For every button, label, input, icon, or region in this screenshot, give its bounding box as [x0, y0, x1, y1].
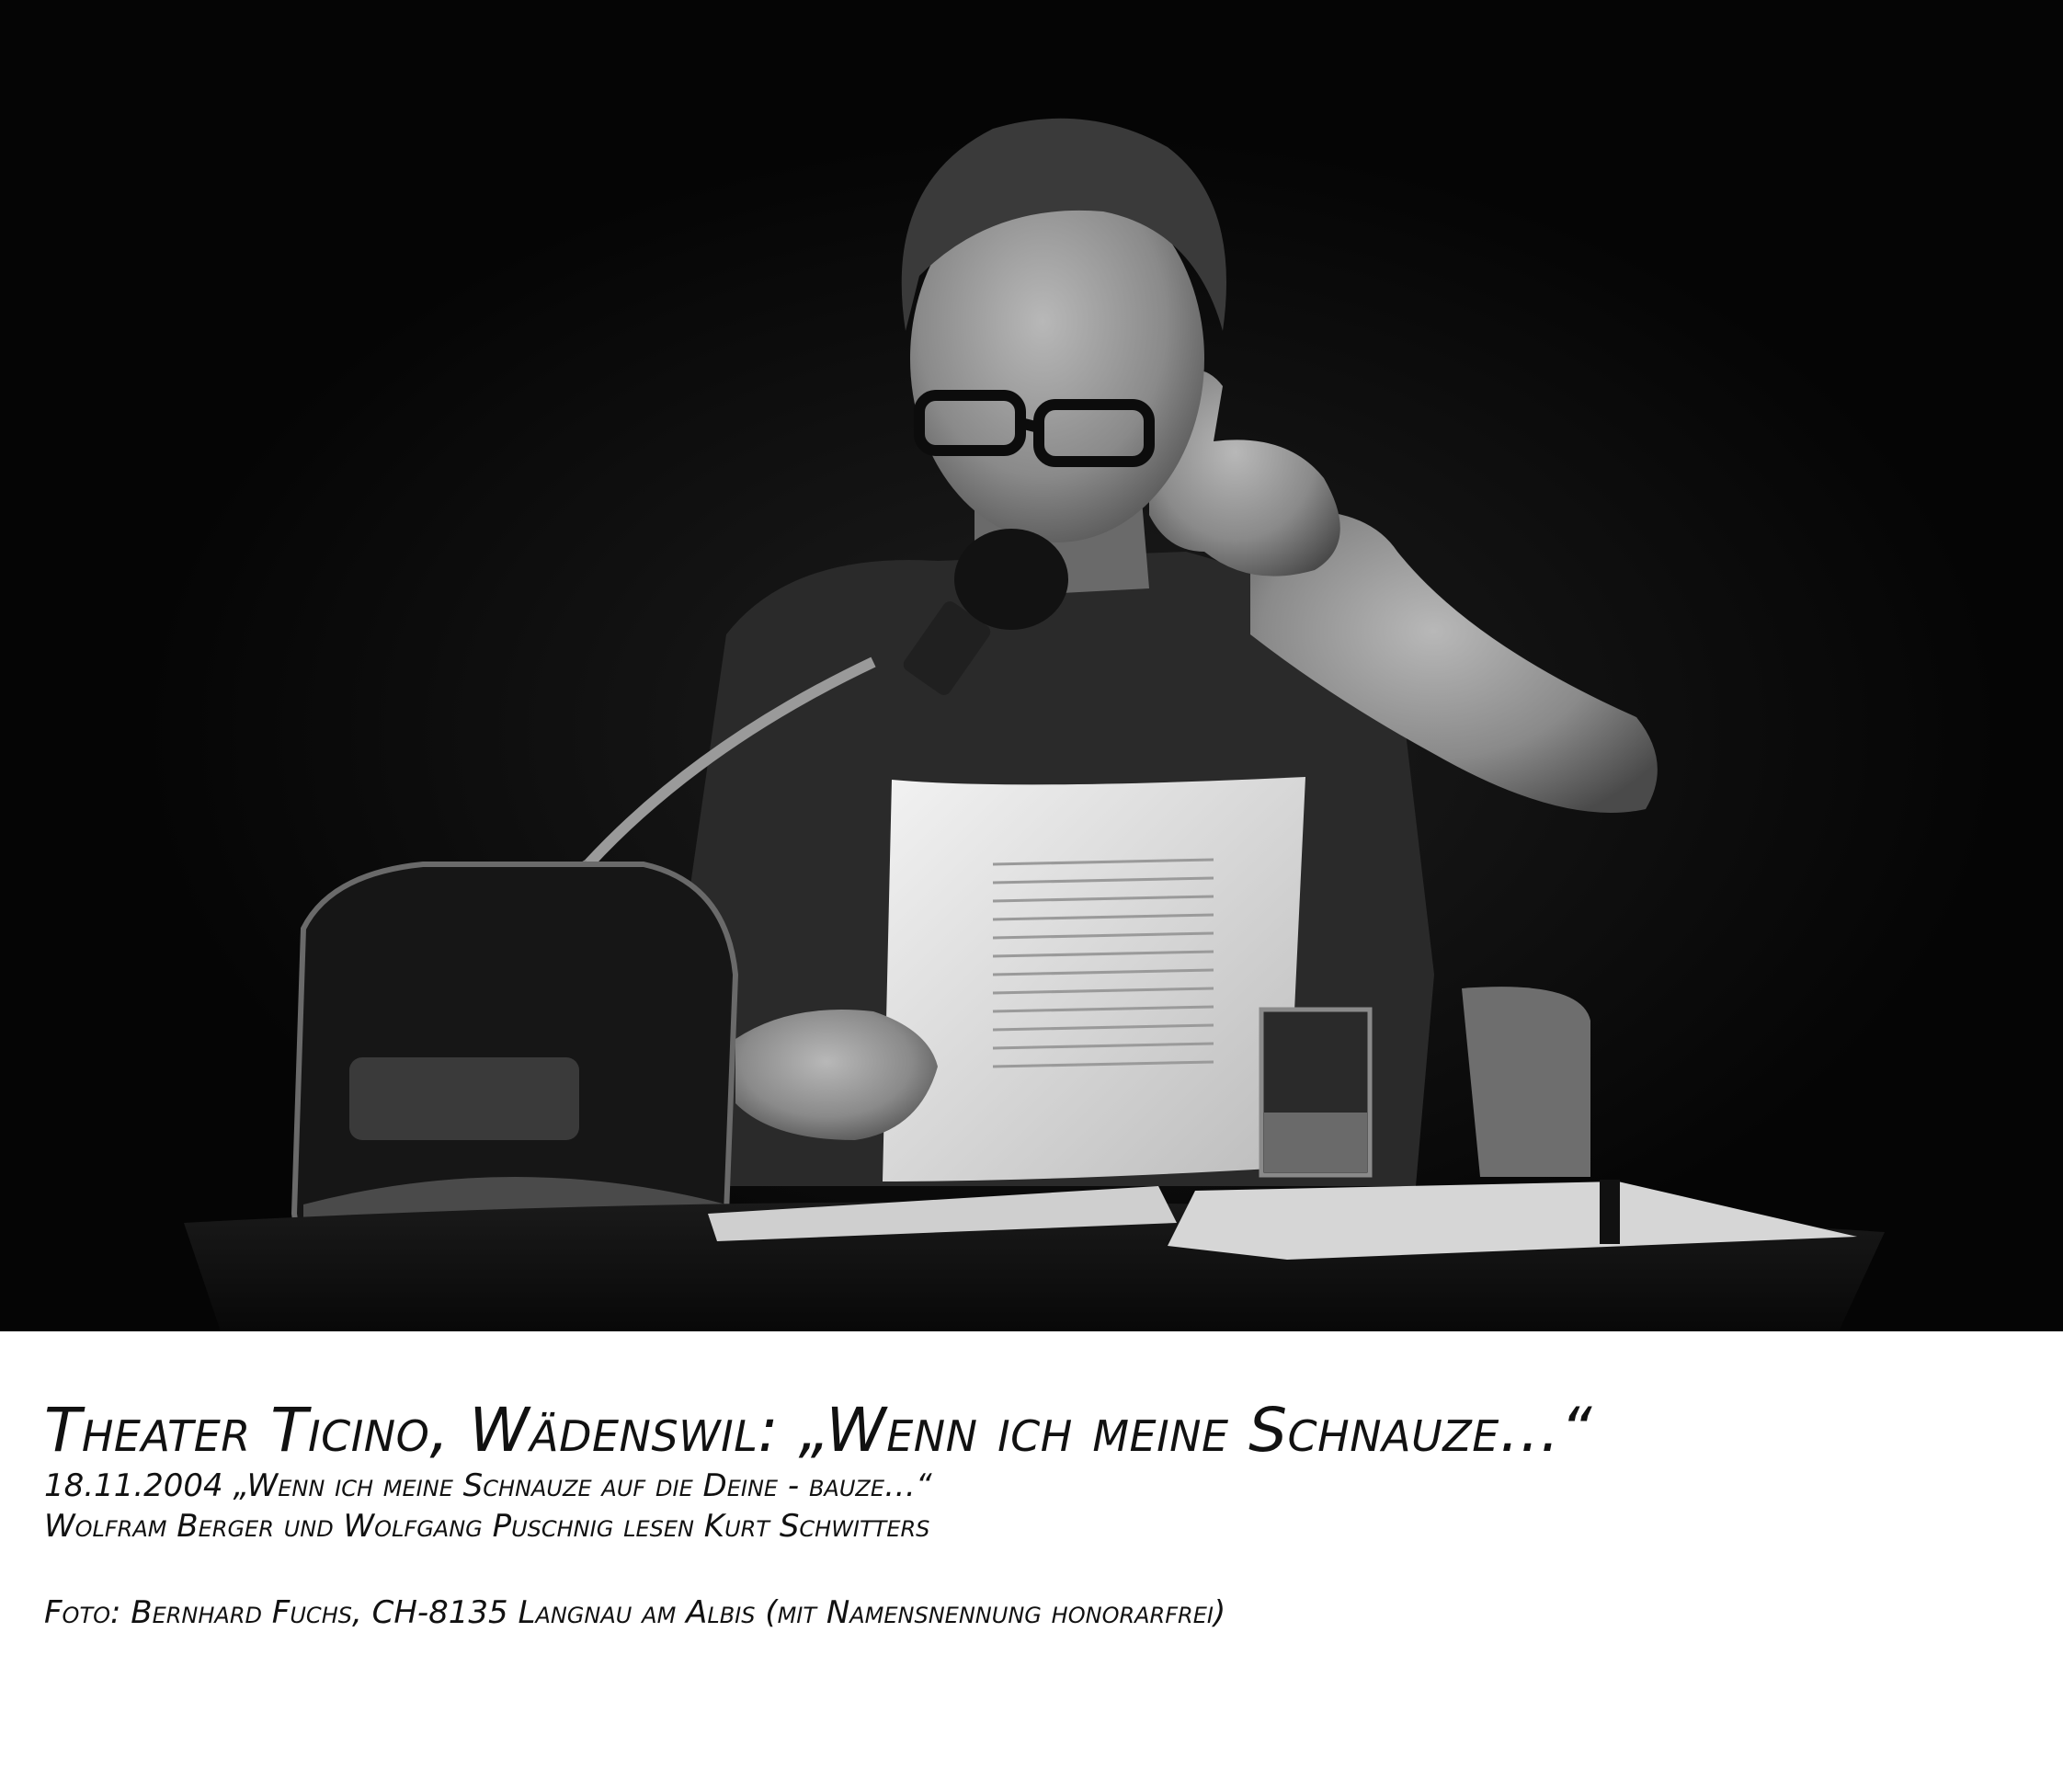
caption-photo-credit: Foto: Bernhard Fuchs, CH-8135 Langnau am Albis (mit Namensnennung honorarfrei)	[44, 1594, 1226, 1631]
caption-performers-line: Wolfram Berger und Wolfgang Puschnig lesen Kurt Schwitters	[44, 1508, 930, 1545]
chair-back	[1462, 987, 1590, 1177]
photo-caption	[44, 1396, 2021, 1633]
caption-title: Theater Ticino, Wädenswil: „Wenn ich meine Schnauze…“	[44, 1395, 1593, 1466]
water-glass	[1261, 1010, 1370, 1175]
caption-date-line: 18.11.2004 „Wenn ich meine Schnauze auf die Deine - bauze…“	[44, 1467, 932, 1504]
caption-spacer	[44, 1547, 2021, 1592]
held-paper	[883, 777, 1305, 1181]
